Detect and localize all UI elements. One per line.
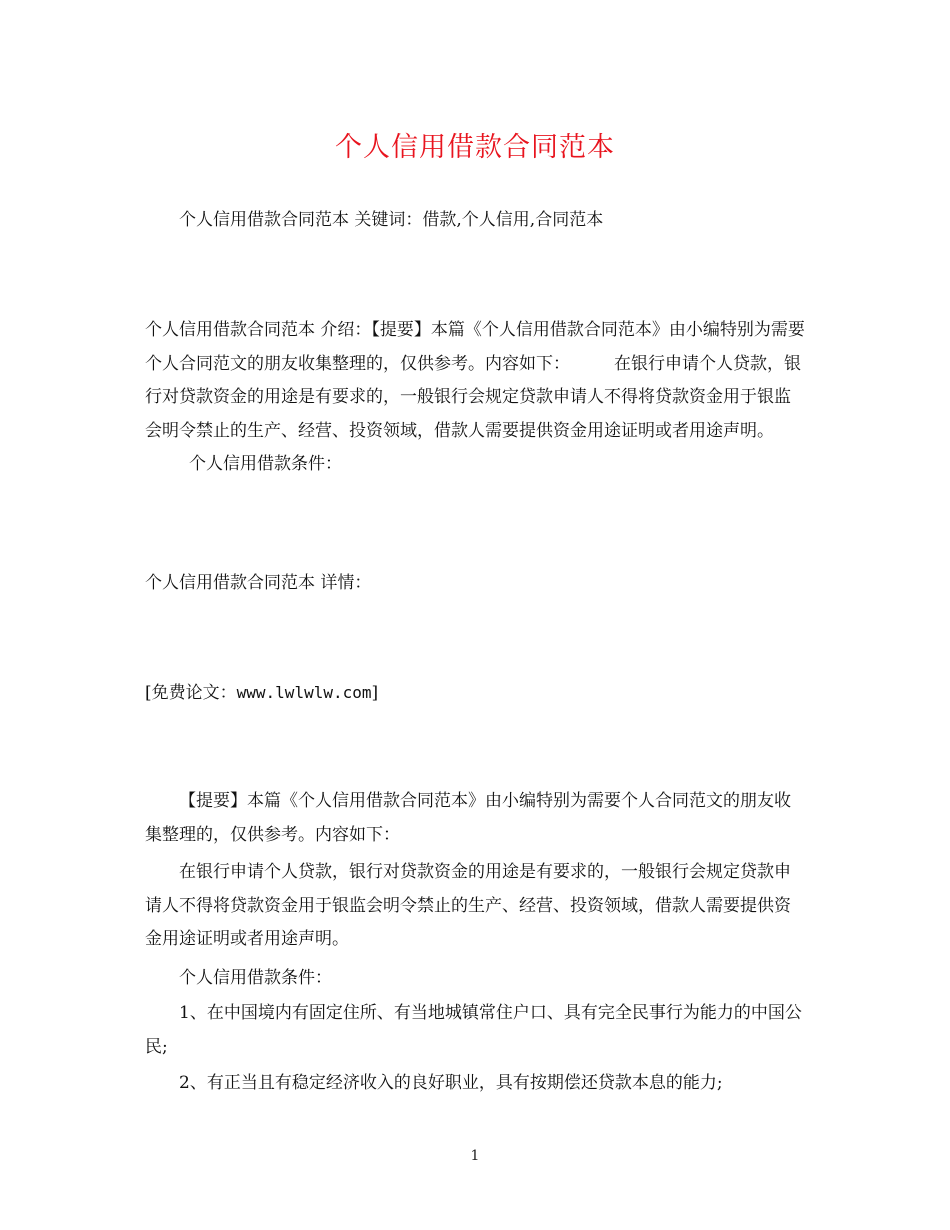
body-paragraph-4: 1、在中国境内有固定住所、有当地城镇常住户口、具有完全民事行为能力的中国公民;	[145, 1003, 802, 1057]
intro-part-2: 在银行申请个人贷款，银行对贷款资金的用途是有要求的，一般银行会规定贷款申请人不得将贷款资金用于银监会明令禁止的生产、经营、投资领域，借款人需要提供资金用途证明或者用途声明。	[145, 353, 801, 441]
body-paragraph-1: 【提要】本篇《个人信用借款合同范本》由小编特别为需要个人合同范文的朋友收集整理的，仅供参考。内容如下：	[145, 791, 791, 845]
intro-part-3: 个人信用借款条件：	[189, 454, 342, 474]
body-paragraph-3: 个人信用借款条件：	[179, 968, 332, 988]
intro-paragraph	[145, 314, 805, 482]
keywords-line: 个人信用借款合同范本 关键词：借款,个人信用,合同范本	[179, 210, 604, 230]
intro-part-1: 个人信用借款合同范本 介绍：【提要】本篇《个人信用借款合同范本》由小编特别为需要个人合同范文的朋友收集整理的，仅供参考。内容如下：	[145, 320, 805, 374]
page-number: 1	[470, 1148, 480, 1164]
source-prefix: [免费论文：	[145, 683, 237, 703]
body-paragraph-2: 在银行申请个人贷款，银行对贷款资金的用途是有要求的，一般银行会规定贷款申请人不得将贷款资金用于银监会明令禁止的生产、经营、投资领域，借款人需要提供资金用途证明或者用途声明。	[145, 862, 791, 949]
details-heading: 个人信用借款合同范本 详情：	[145, 573, 372, 593]
body-paragraph-5: 2、有正当且有稳定经济收入的良好职业，具有按期偿还贷款本息的能力;	[179, 1073, 723, 1093]
source-suffix: ]	[371, 683, 379, 703]
source-url-link[interactable]: www.lwlwlw.com	[236, 683, 372, 702]
document-title: 个人信用借款合同范本	[335, 132, 615, 163]
source-link-line	[145, 676, 805, 711]
